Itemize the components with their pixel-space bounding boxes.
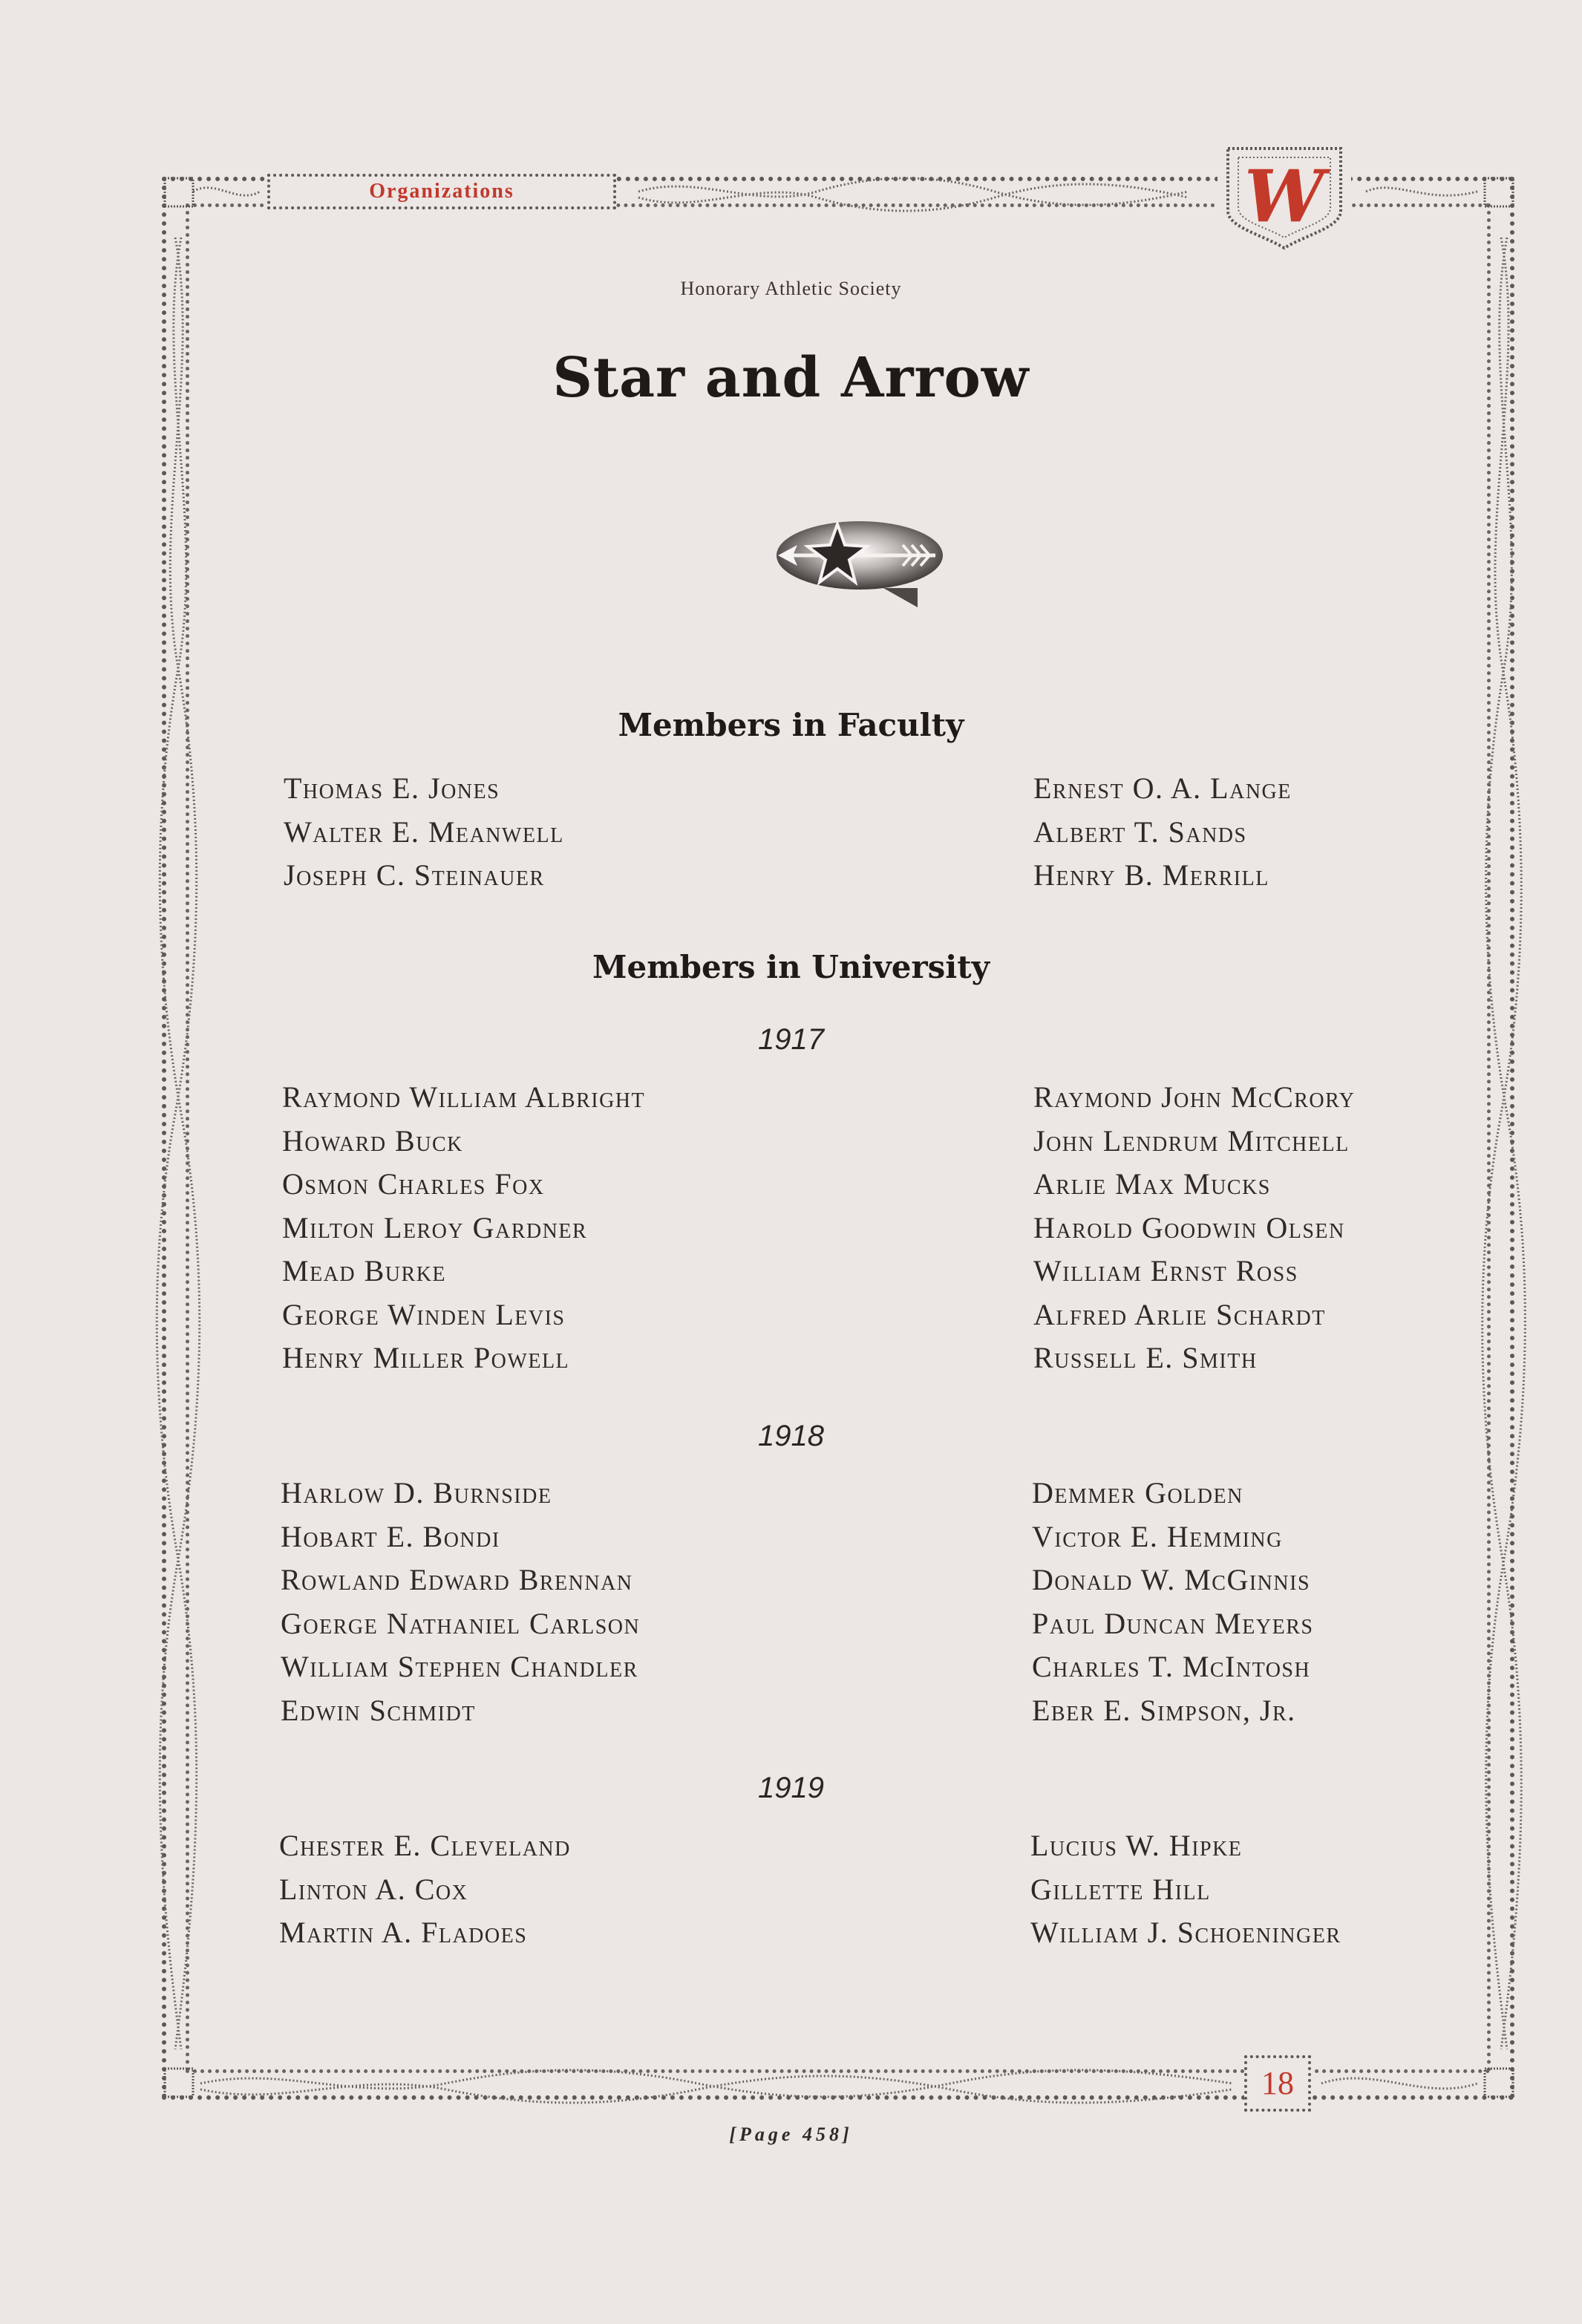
member-name: John Lendrum Mitchell xyxy=(1033,1123,1350,1158)
star-and-arrow-pin-icon xyxy=(772,517,950,617)
member-name: Mead Burke xyxy=(282,1254,447,1287)
member-name: Alfred Arlie Schardt xyxy=(1033,1297,1326,1331)
member-name: William J. Schoeninger xyxy=(1030,1916,1341,1949)
member-name: Goerge Nathaniel Carlson xyxy=(281,1606,641,1640)
page-number-badge xyxy=(1244,2055,1311,2112)
class-1917-left-column xyxy=(282,1076,645,1380)
member-name: Henry Miller Powell xyxy=(282,1341,570,1374)
member-name: Linton A. Cox xyxy=(279,1872,468,1906)
member-name: Lucius W. Hipke xyxy=(1030,1829,1243,1862)
page-folio: [Page 458] xyxy=(729,2124,853,2145)
faculty-member: Walter E. Meanwell xyxy=(284,815,564,849)
section-tab-label: Organizations xyxy=(369,180,514,203)
member-name: Milton Leroy Gardner xyxy=(282,1210,588,1244)
class-year-1917: 1917 xyxy=(758,1023,824,1056)
faculty-right-column xyxy=(1033,767,1292,898)
member-name: Chester E. Cleveland xyxy=(279,1829,571,1862)
class-year-1918: 1918 xyxy=(758,1420,824,1452)
class-year-1919: 1919 xyxy=(758,1772,824,1804)
member-name: Gillette Hill xyxy=(1030,1872,1211,1906)
member-name: Raymond John McCrory xyxy=(1033,1080,1356,1114)
page-subtitle: Honorary Athletic Society xyxy=(680,278,902,299)
member-name: Raymond William Albright xyxy=(282,1080,646,1114)
member-name: Paul Duncan Meyers xyxy=(1032,1606,1314,1640)
class-1917-right-column xyxy=(1033,1076,1356,1380)
member-name: Hobart E. Bondi xyxy=(281,1519,500,1553)
faculty-member: Thomas E. Jones xyxy=(284,771,500,805)
faculty-member: Albert T. Sands xyxy=(1033,815,1247,849)
member-name: Arlie Max Mucks xyxy=(1033,1167,1271,1201)
faculty-member: Henry B. Merrill xyxy=(1033,858,1269,892)
member-name: Harold Goodwin Olsen xyxy=(1033,1210,1345,1244)
member-name: Demmer Golden xyxy=(1032,1476,1243,1509)
member-name: Martin A. Fladoes xyxy=(279,1916,528,1949)
class-1918-right-column xyxy=(1032,1472,1313,1732)
faculty-left-column xyxy=(284,767,564,898)
faculty-member: Joseph C. Steinauer xyxy=(284,858,545,892)
member-name: Howard Buck xyxy=(282,1123,463,1158)
member-name: Russell E. Smith xyxy=(1033,1341,1258,1374)
member-name: Charles T. McIntosh xyxy=(1032,1650,1311,1683)
member-name: Osmon Charles Fox xyxy=(282,1167,545,1201)
faculty-heading: Members in Faculty xyxy=(618,707,964,743)
w-shield-icon xyxy=(1217,140,1351,251)
member-name: William Ernst Ross xyxy=(1033,1254,1298,1287)
member-name: Victor E. Hemming xyxy=(1032,1519,1283,1553)
page-title: Star and Arrow xyxy=(552,346,1030,410)
member-name: Eber E. Simpson, Jr. xyxy=(1032,1693,1296,1727)
class-1919-left-column xyxy=(279,1824,571,1955)
member-name: George Winden Levis xyxy=(282,1297,566,1331)
page-number-badge-label: 18 xyxy=(1261,2065,1294,2101)
section-tab xyxy=(267,174,616,209)
university-heading: Members in University xyxy=(592,949,990,985)
member-name: Edwin Schmidt xyxy=(281,1693,476,1727)
class-1918-left-column xyxy=(281,1472,640,1732)
w-emblem-letter: W xyxy=(1244,154,1324,238)
member-name: Harlow D. Burnside xyxy=(281,1476,552,1509)
member-name: Donald W. McGinnis xyxy=(1032,1563,1311,1596)
member-name: William Stephen Chandler xyxy=(281,1650,638,1683)
faculty-member: Ernest O. A. Lange xyxy=(1033,771,1292,805)
member-name: Rowland Edward Brennan xyxy=(281,1563,633,1596)
class-1919-right-column xyxy=(1030,1824,1341,1955)
